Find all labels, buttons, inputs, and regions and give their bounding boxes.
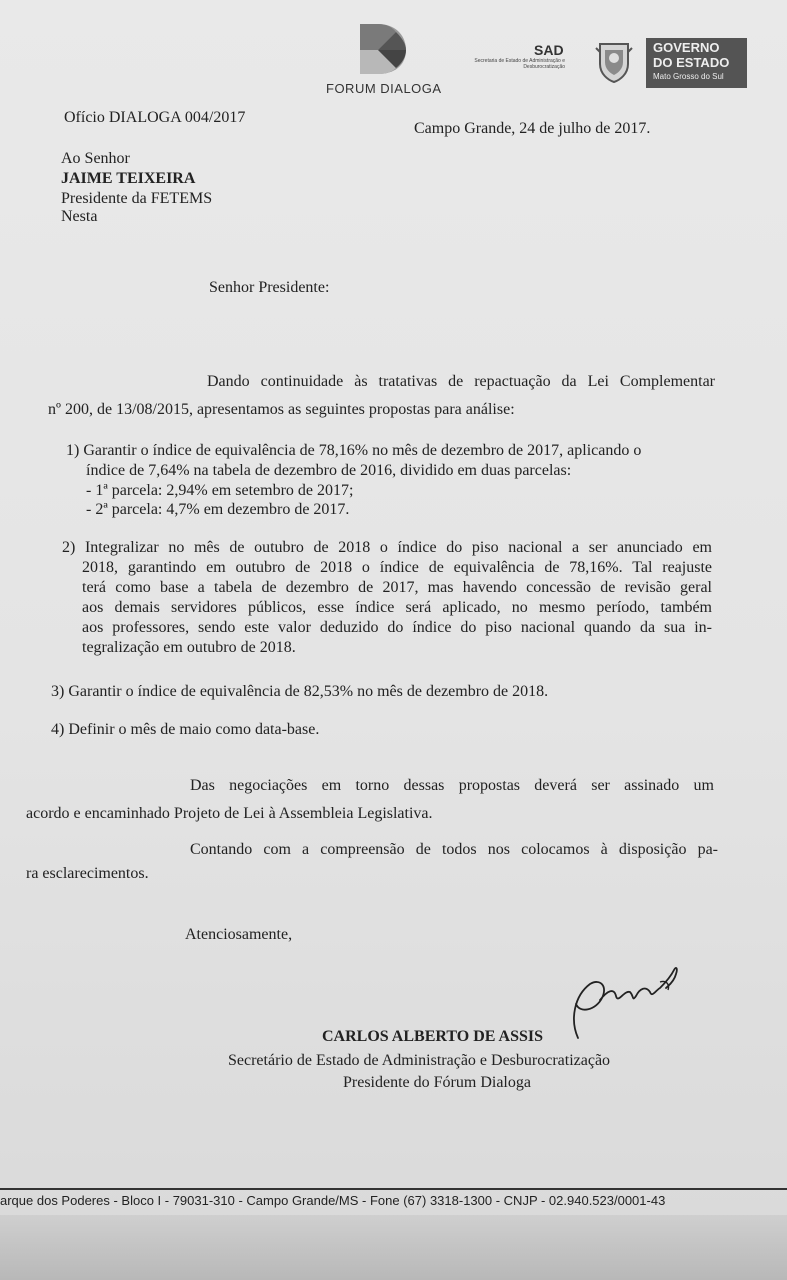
greeting: Senhor Presidente: [209,279,330,296]
signer-position: Presidente do Fórum Dialoga [343,1074,531,1091]
proposal-4: 4) Definir o mês de maio como data-base. [51,721,320,738]
place-date: Campo Grande, 24 de julho de 2017. [414,120,651,137]
sad-subtitle: Secretaria de Estado de Administração e Desburocratização [474,58,565,70]
proposal-1-line: 1) Garantir o índice de equivalência de 78,16% no mês de dezembro de 2017, aplicando o [66,442,642,459]
intro-line: nº 200, de 13/08/2015, apresentamos as seguintes propostas para análise: [48,401,515,418]
proposal-1-line: - 1ª parcela: 2,94% em setembro de 2017; [86,482,354,499]
proposal-2-line: aos demais servidores públicos, esse índice será aplicado, no mesmo período, também [82,599,712,616]
recipient-salutation: Ao Senhor [61,150,130,167]
footer-address: arque dos Poderes - Bloco I - 79031-310 - Campo Grande/MS - Fone (67) 3318-1300 - CNJP - 02.940.523/0001-43 [0,1193,666,1208]
letter-reference: Ofício DIALOGA 004/2017 [64,109,246,126]
gov-line-2: DO ESTADO [653,55,730,70]
closing-paragraph-2-line: Contando com a compreensão de todos nos colocamos à disposição pa- [190,841,718,858]
page-shadow [0,1215,787,1280]
recipient-name: JAIME TEIXEIRA [61,170,196,187]
recipient-location: Nesta [61,208,98,225]
gov-line-3: Mato Grosso do Sul [653,72,724,81]
proposal-3: 3) Garantir o índice de equivalência de 82,53% no mês de dezembro de 2018. [51,683,549,700]
footer-divider [0,1188,787,1190]
proposal-2-line: 2018, garantindo em outubro de 2018 o índice de equivalência de 78,16%. Tal reajuste [82,559,712,576]
sad-title: SAD [534,42,564,58]
signature-icon [540,960,690,1050]
gov-line-1: GOVERNO [653,40,720,55]
closing-paragraph-1-line: acordo e encaminhado Projeto de Lei à Assembleia Legislativa. [26,805,433,822]
government-badge [646,38,747,88]
proposal-2-line: tegralização em outubro de 2018. [82,639,296,656]
proposal-2-line: 2) Integralizar no mês de outubro de 2018 o índice do piso nacional a ser anunciado em [62,539,712,556]
proposal-2-line: aos professores, sendo este valor deduzido do índice do piso nacional quando da sua in- [82,619,712,636]
intro-line: Dando continuidade às tratativas de repactuação da Lei Complementar [207,373,715,390]
proposal-2-line: terá como base a tabela de dezembro de 2017, mas havendo concessão de revisão geral [82,579,712,596]
closing-paragraph-1-line: Das negociações em torno dessas propostas deverá ser assinado um [190,777,714,794]
forum-dialoga-logo-icon [356,20,408,76]
recipient-role: Presidente da FETEMS [61,190,213,207]
proposal-1-line: - 2ª parcela: 4,7% em dezembro de 2017. [86,501,350,518]
state-crest-icon [594,38,634,84]
closing-salutation: Atenciosamente, [185,926,293,943]
signer-title: Secretário de Estado de Administração e Desburocratização [228,1052,611,1069]
proposal-1-line: índice de 7,64% na tabela de dezembro de 2016, dividido em duas parcelas: [86,462,572,479]
forum-name: FORUM DIALOGA [326,81,442,96]
closing-paragraph-2-line: ra esclarecimentos. [26,865,149,882]
signer-name: CARLOS ALBERTO DE ASSIS [322,1028,544,1045]
